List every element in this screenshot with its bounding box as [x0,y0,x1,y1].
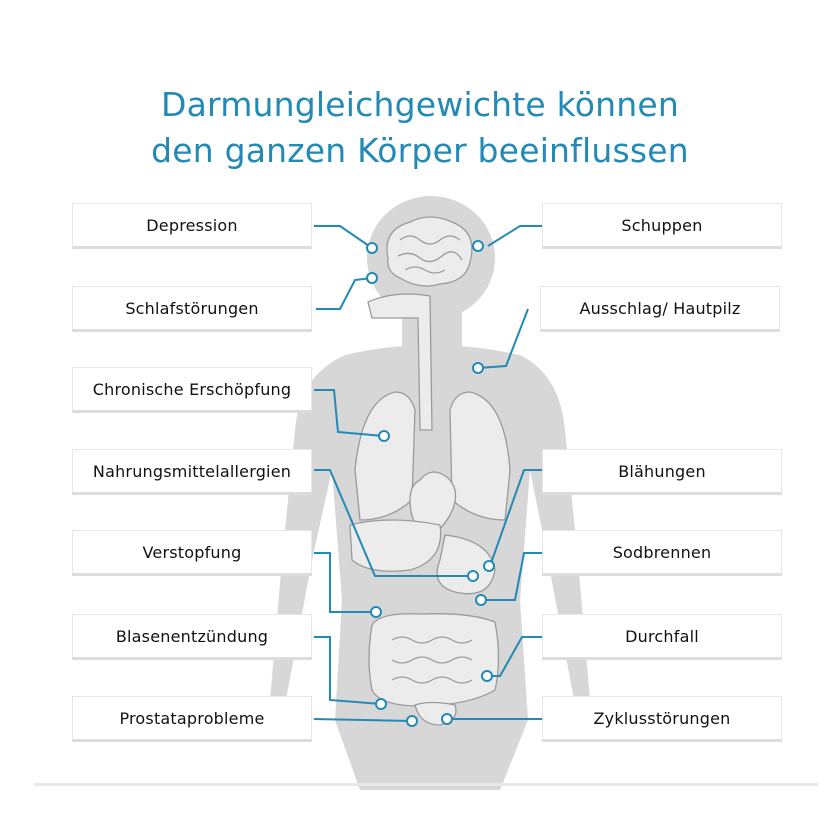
label-sodbrennen: Sodbrennen [542,530,782,576]
label-verstopfung: Verstopfung [72,530,312,576]
label-zyklusstoerungen: Zyklusstörungen [542,696,782,742]
label-depression: Depression [72,203,312,249]
large-intestine-icon [369,614,499,706]
label-chronische-erschoepfung: Chronische Erschöpfung [72,367,312,413]
label-durchfall: Durchfall [542,614,782,660]
bottom-divider [34,783,818,786]
label-blaehungen: Blähungen [542,449,782,495]
label-ausschlag-hautpilz: Ausschlag/ Hautpilz [540,286,780,332]
label-nahrungsmittelallergien: Nahrungsmittelallergien [72,449,312,495]
title-line-2: den ganzen Körper beeinflussen [151,131,689,170]
brain-icon [387,217,472,286]
label-schlafstoerungen: Schlafstörungen [72,286,312,332]
label-blasenentzuendung: Blasenentzündung [72,614,312,660]
title-line-1: Darmungleichgewichte können [160,85,679,124]
label-prostataprobleme: Prostataprobleme [72,696,312,742]
label-schuppen: Schuppen [542,203,782,249]
